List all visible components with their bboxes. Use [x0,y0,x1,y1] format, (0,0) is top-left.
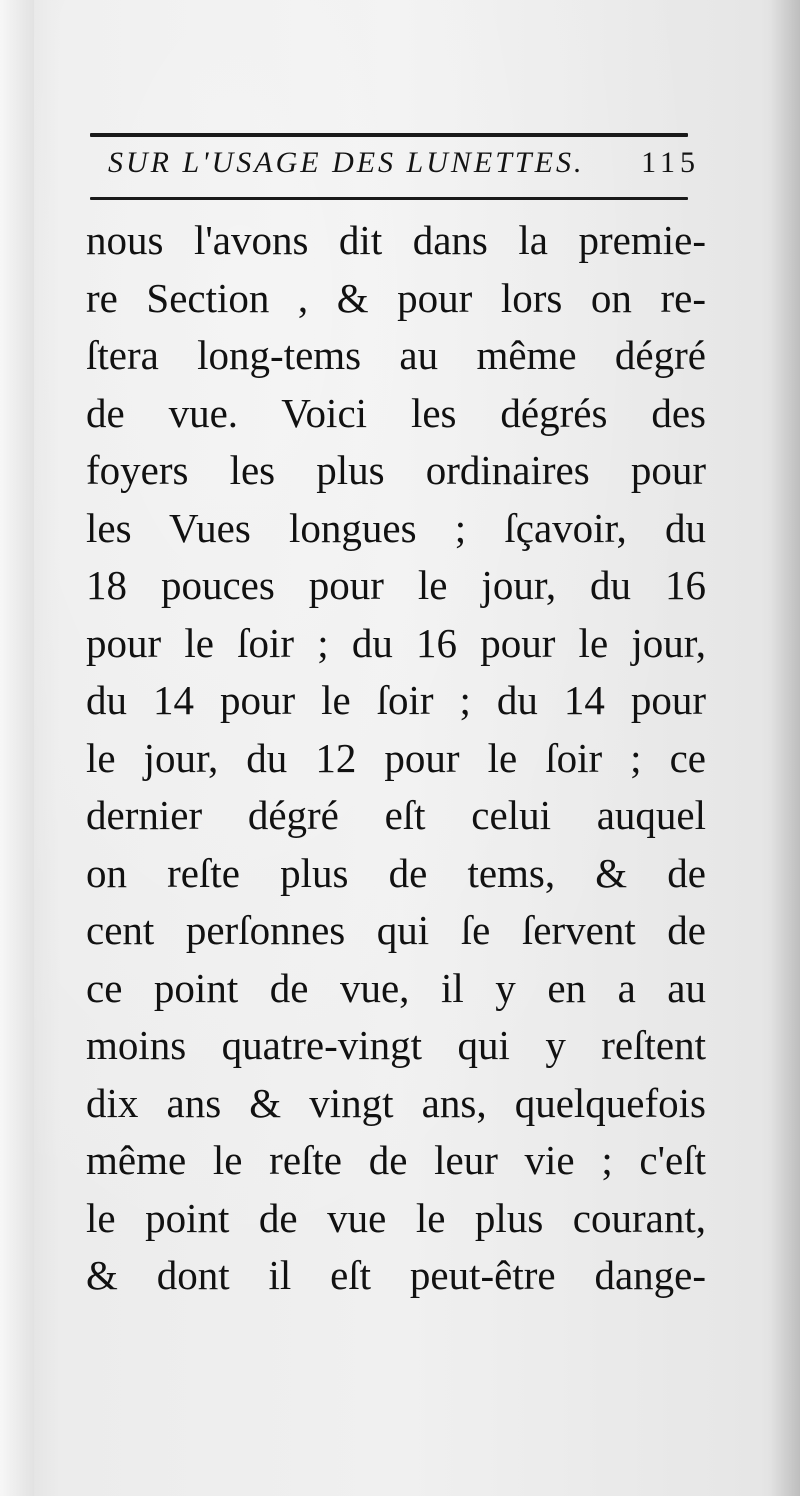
gutter-shadow [770,0,800,1496]
header-rule-bottom [90,197,688,200]
text-line: du 14 pour le ſoir ; du 14 pour [86,677,706,723]
running-head [108,146,700,190]
text-line: & dont il eſt peut-être dange- [86,1252,706,1298]
text-line: le jour, du 12 pour le ſoir ; ce [86,734,706,781]
page-number: 115 [641,146,700,179]
text-line: cent perſonnes qui ſe ſervent de [86,907,706,953]
body-text [86,212,706,1305]
text-line: foyers les plus ordinaires pour [86,447,706,493]
text-line: les Vues longues ; ſçavoir, du [86,504,706,551]
text-line: on reſte plus de tems, & de [86,849,706,896]
text-line: dernier dégré eſt celui auquel [86,792,706,838]
text-line: nous l'avons dit dans la premie- [86,217,706,263]
header-rule-top [90,133,688,137]
text-line: même le reſte de leur vie ; c'eſt [86,1137,706,1183]
text-line: pour le ſoir ; du 16 pour le jour, [86,619,706,666]
text-line: 18 pouces pour le jour, du 16 [86,562,706,608]
page-edge [0,0,34,1496]
text-line: dix ans & vingt ans, quelquefois [86,1079,706,1126]
text-line: re Section , & pour lors on re- [86,274,706,321]
text-line: ce point de vue, il y en a au [86,964,706,1011]
text-line: de vue. Voici les dégrés des [86,389,706,436]
text-line: moins quatre-vingt qui y reſtent [86,1022,706,1068]
text-line: le point de vue le plus courant, [86,1194,706,1241]
running-head-title: SUR L'USAGE DES LUNETTES. [108,146,585,179]
text-line: ſtera long-tems au même dégré [86,332,706,378]
